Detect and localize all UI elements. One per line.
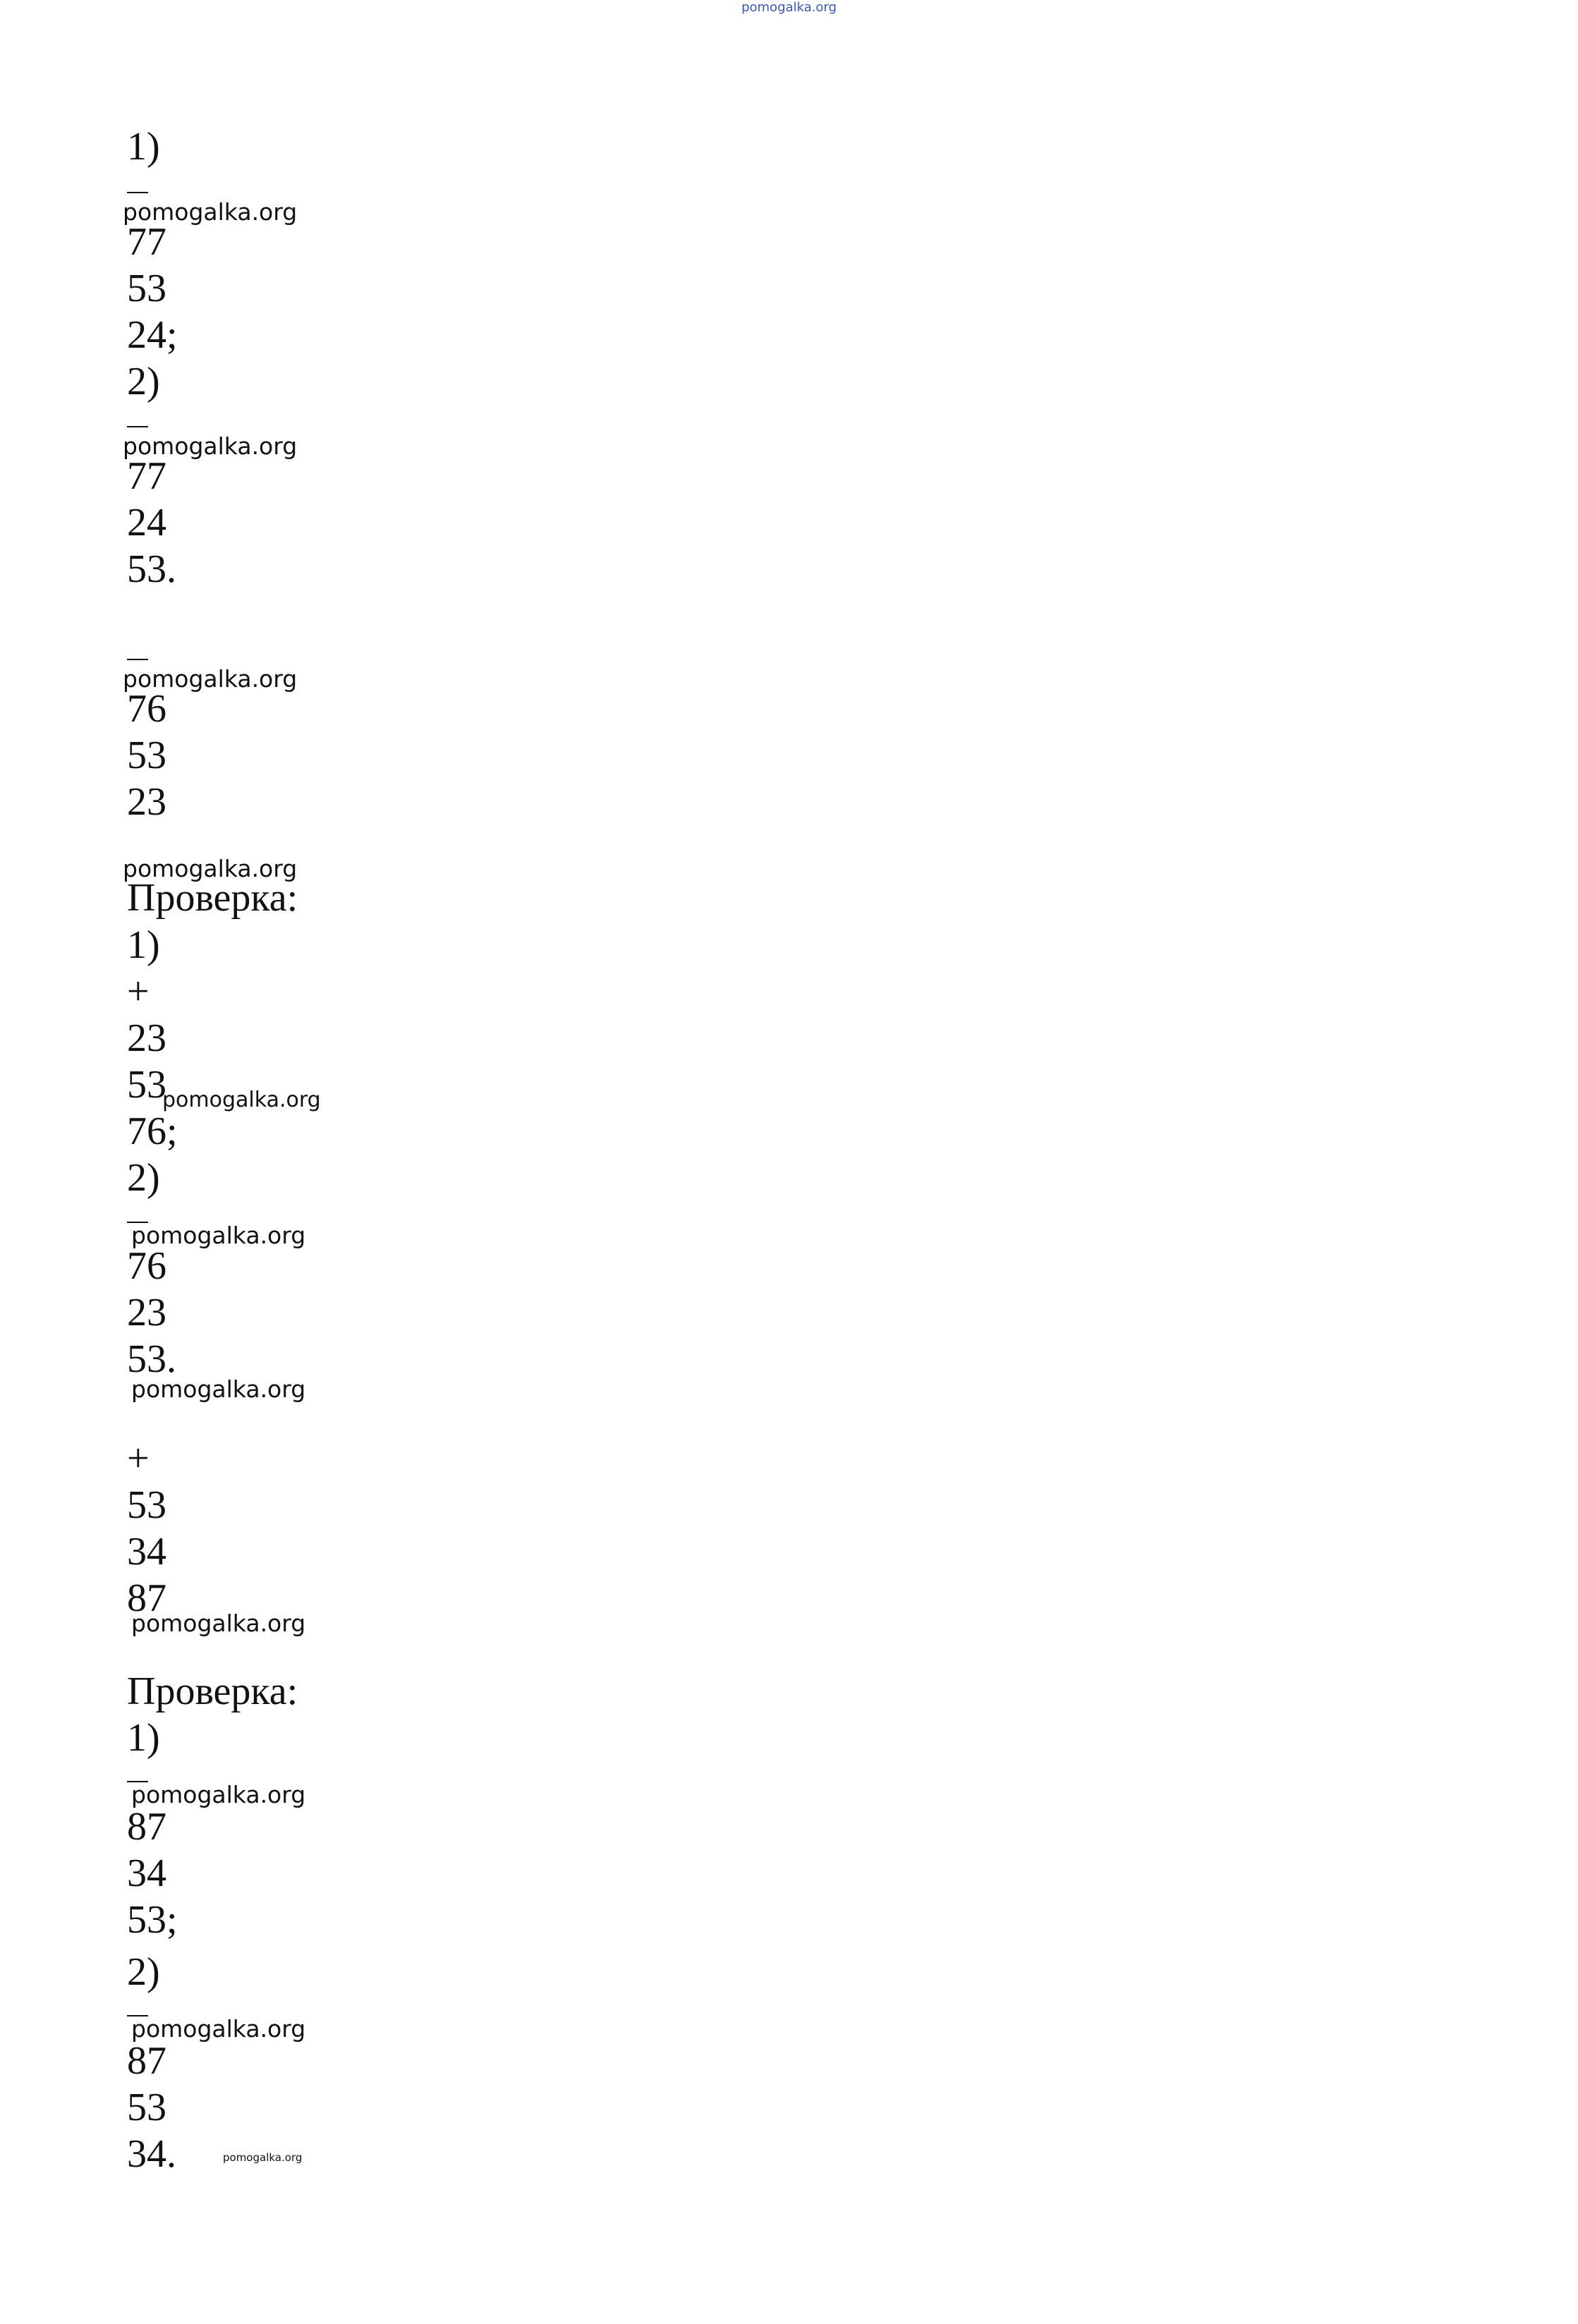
- s3-check-item1-label: 1): [127, 1716, 160, 1760]
- s3-check-item1-minuend: 87: [127, 1805, 166, 1849]
- s2-result: 23: [127, 780, 166, 824]
- s1-item1-minuend: 77: [127, 220, 166, 264]
- s3-check-item1-subtrahend: 34: [127, 1851, 166, 1895]
- s1-item1-subtrahend: 53: [127, 267, 166, 310]
- s1-item2-subtrahend: 24: [127, 501, 166, 545]
- watermark: pomogalka.org: [123, 665, 298, 693]
- s2-subtrahend: 53: [127, 734, 166, 777]
- s2-check-item2-subtrahend: 23: [127, 1291, 166, 1334]
- watermark: pomogalka.org: [123, 198, 298, 226]
- s3-check-item2-subtrahend: 53: [127, 2086, 166, 2129]
- s3-plus-sign: +: [127, 1437, 150, 1480]
- s2-check-title: Проверка:: [127, 876, 298, 920]
- s2-check-item1-plus-sign: +: [127, 970, 150, 1014]
- s3-check-title: Проверка:: [127, 1669, 298, 1713]
- s2-check-item2-label: 2): [127, 1156, 160, 1200]
- s2-minuend: 76: [127, 687, 166, 731]
- s1-item1-minus-sign: [127, 192, 148, 193]
- s2-check-item2-result: 53.: [127, 1337, 176, 1381]
- s2-check-item1-addend-b: 53: [127, 1063, 166, 1107]
- watermark: pomogalka.org: [131, 1222, 306, 1249]
- watermark: pomogalka.org: [131, 1781, 306, 1808]
- s1-item2-minus-sign: [127, 426, 148, 427]
- watermark: pomogalka.org: [123, 855, 298, 882]
- s1-item1-label: 1): [127, 125, 160, 169]
- s2-check-item1-label: 1): [127, 923, 160, 967]
- watermark: pomogalka.org: [123, 432, 298, 460]
- watermark: pomogalka.org: [131, 1610, 306, 1637]
- watermark: pomogalka.org: [131, 1375, 306, 1403]
- watermark: pomogalka.org: [131, 2015, 306, 2043]
- s1-item2-result: 53.: [127, 547, 176, 591]
- s3-check-item1-result: 53;: [127, 1898, 178, 1942]
- s1-item2-label: 2): [127, 360, 160, 403]
- s2-check-item2-minuend: 76: [127, 1244, 166, 1288]
- s3-check-item2-label: 2): [127, 1950, 160, 1994]
- s2-check-item1-result: 76;: [127, 1109, 178, 1153]
- s1-item2-minuend: 77: [127, 454, 166, 498]
- s3-addend-b: 34: [127, 1530, 166, 1574]
- s2-minus-sign: [127, 659, 148, 660]
- s1-item1-result: 24;: [127, 313, 178, 357]
- s3-addend-a: 53: [127, 1483, 166, 1527]
- watermark: pomogalka.org: [162, 1088, 321, 1112]
- watermark-small: pomogalka.org: [223, 2151, 303, 2164]
- s3-result: 87: [127, 1576, 166, 1620]
- s3-check-item2-minuend: 87: [127, 2039, 166, 2083]
- header-watermark: pomogalka.org: [741, 0, 837, 15]
- s2-check-item1-addend-a: 23: [127, 1016, 166, 1060]
- s3-check-item2-result: 34.: [127, 2132, 176, 2176]
